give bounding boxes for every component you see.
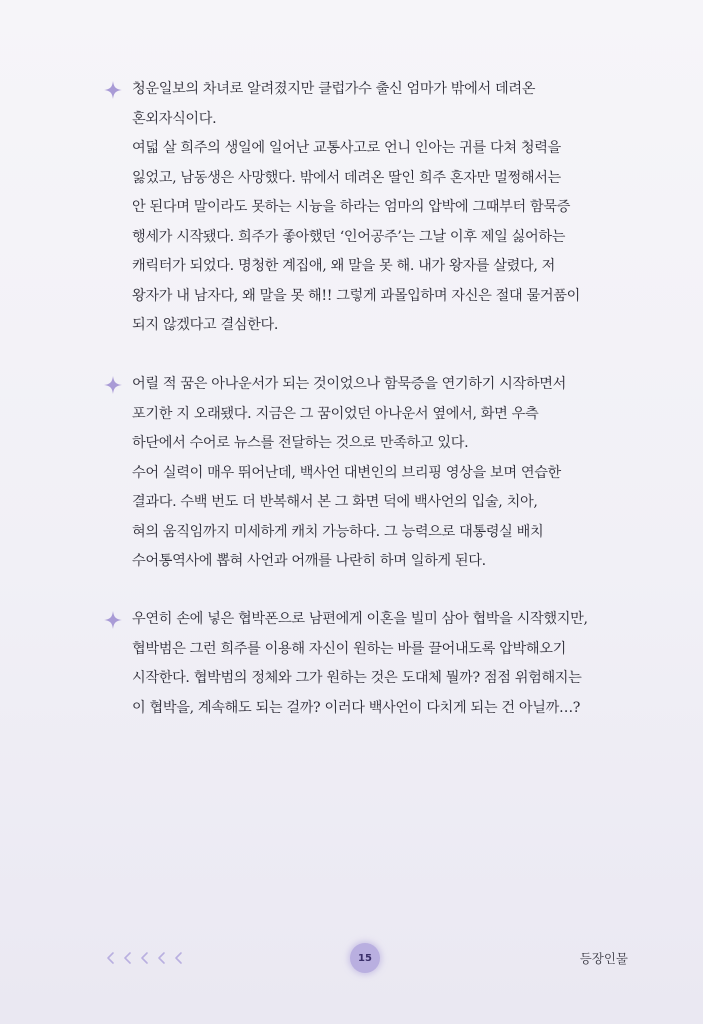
text-line [104, 134, 624, 164]
text-line [104, 400, 624, 430]
line-text: 어릴 적 꿈은 아나운서가 되는 것이었으나 함묵증을 연기하기 시작하면서 [132, 376, 566, 392]
line-text: 포기한 지 오래됐다. 지금은 그 꿈이었던 아나운서 옆에서, 화면 우측 [132, 405, 539, 422]
text-line [104, 664, 624, 694]
text-line [104, 547, 624, 577]
line-text: 수어 실력이 매우 뛰어난데, 백사언 대변인의 브리핑 영상을 보며 연습한 [132, 464, 561, 481]
character-section-3 [104, 605, 624, 723]
line-text: 이 협박을, 계속해도 되는 걸까? 이러다 백사언이 다치게 되는 건 아닐까…? [132, 699, 581, 716]
chevron-row [104, 950, 186, 966]
text-line [104, 282, 624, 312]
line-text: 협박범은 그런 희주를 이용해 자신이 원하는 바를 끌어내도록 압박해오기 [132, 640, 566, 657]
line-text: 여덟 살 희주의 생일에 일어난 교통사고로 언니 인아는 귀를 다쳐 청력을 [132, 140, 561, 156]
line-text: 캐릭터가 되었다. 명청한 계집애, 왜 말을 못 해. 내가 왕자를 살렸다, 저 [132, 258, 555, 274]
text-line [104, 429, 624, 459]
character-section-1 [104, 75, 624, 341]
chapter-title: 등장인물 [579, 951, 628, 966]
text-line [104, 635, 624, 665]
chevron-left-icon [104, 950, 118, 966]
text-line [104, 459, 624, 489]
text-line [104, 164, 624, 194]
chevron-left-icon [155, 950, 169, 966]
line-text: 하단에서 수어로 뉴스를 전달하는 것으로 만족하고 있다. [132, 435, 469, 451]
page-footer [0, 940, 703, 976]
line-text: 왕자가 내 남자다, 왜 말을 못 해!! 그렇게 과몰입하며 자신은 절대 물거품이 [132, 287, 580, 304]
line-text: 잃었고, 남동생은 사망했다. 밖에서 데려온 딸인 희주 혼자만 멀쩡해서는 [132, 169, 561, 186]
line-text: 되지 않겠다고 결심한다. [132, 317, 279, 333]
text-line [104, 605, 624, 635]
line-text: 혀의 움직임까지 미세하게 캐치 가능하다. 그 능력으로 대통령실 배치 [132, 523, 544, 540]
text-line [104, 518, 624, 548]
text-line [104, 311, 624, 341]
text-line [104, 75, 624, 105]
line-text: 청운일보의 차녀로 알려졌지만 클럽가수 출신 엄마가 밖에서 데려온 [132, 81, 536, 97]
page-number-badge: 15 [350, 943, 380, 973]
text-line [104, 193, 624, 223]
line-text: 안 된다며 말이라도 못하는 시늉을 하라는 엄마의 압박에 그때부터 함묵증 [132, 199, 571, 215]
line-text: 행세가 시작됐다. 희주가 좋아했던 ‘인어공주’는 그날 이후 제일 싫어하는 [132, 228, 566, 245]
line-text: 시작한다. 협박범의 정체와 그가 원하는 것은 도대체 뭘까? 점점 위험해지는 [132, 670, 582, 686]
chevron-left-icon [172, 950, 186, 966]
chevron-left-icon [138, 950, 152, 966]
line-text: 혼외자식이다. [132, 110, 217, 127]
text-line [104, 223, 624, 253]
sparkle-icon [104, 376, 122, 394]
text-line [104, 105, 624, 135]
line-text: 수어통역사에 뽑혀 사언과 어깨를 나란히 하며 일하게 된다. [132, 553, 486, 569]
chevron-left-icon [121, 950, 135, 966]
sparkle-icon [104, 611, 122, 629]
text-line [104, 488, 624, 518]
text-line [104, 252, 624, 282]
text-line [104, 694, 624, 724]
line-text: 결과다. 수백 번도 더 반복해서 본 그 화면 덕에 백사언의 입술, 치아, [132, 494, 538, 510]
character-section-2 [104, 370, 624, 577]
line-text: 우연히 손에 넣은 협박폰으로 남편에게 이혼을 빌미 삼아 협박을 시작했지만, [132, 611, 588, 627]
text-line [104, 370, 624, 400]
sparkle-icon [104, 81, 122, 99]
